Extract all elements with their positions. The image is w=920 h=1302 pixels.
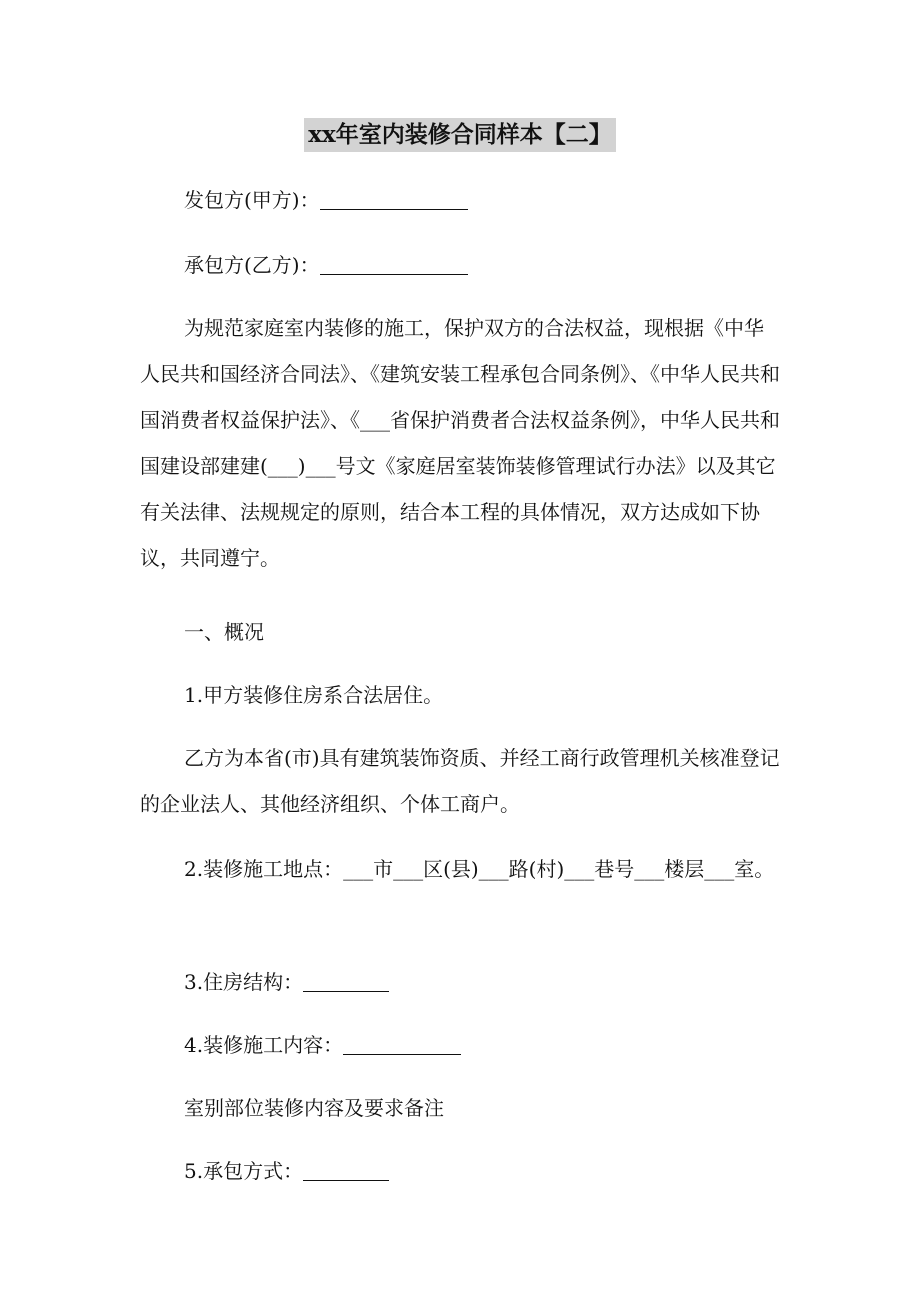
item-3-label: 3.住房结构：	[184, 970, 304, 994]
party-b-label: 承包方(乙方)：	[184, 253, 320, 277]
item-4-blank	[343, 1033, 461, 1055]
table-header-line: 室别部位装修内容及要求备注	[184, 1096, 444, 1120]
preamble-paragraph: 为规范家庭室内装修的施工，保护双方的合法权益，现根据《中华人民共和国经济合同法》、《建筑安装工程承包合同条例》、《中华人民共和国消费者权益保护法》、《___省保护消费者合法权益条例》，中华人民共和国建设部建建(___)___号文《家庭居室装饰装修管理试行办法》以及其它有关法律、法规规定的原则，结合本工程的具体情况，双方达成如下协议，共同遵宁。	[140, 316, 780, 570]
party-b-line	[140, 242, 782, 288]
party-b-blank	[320, 253, 468, 275]
item-4-line	[140, 1022, 782, 1068]
item-4-label: 4.装修施工内容：	[184, 1033, 344, 1057]
item-5-blank	[303, 1159, 389, 1181]
document-title: xx年室内装修合同样本【二】	[304, 118, 615, 152]
item-1-b: 乙方为本省(市)具有建筑装饰资质、并经工商行政管理机关核准登记的企业法人、其他经济组织、个体工商户。	[140, 746, 780, 816]
item-3-blank	[303, 970, 389, 992]
item-2: 2.装修施工地点：___市___区(县)___路(村)___巷号___楼层___室。	[184, 857, 775, 881]
item-1: 1.甲方装修住房系合法居住。	[184, 683, 444, 707]
item-3-line	[140, 959, 782, 1005]
party-a-blank	[320, 188, 468, 210]
party-a-label: 发包方(甲方)：	[184, 188, 320, 212]
title-container	[0, 118, 920, 152]
section-1-heading: 一、概况	[184, 620, 264, 644]
party-a-line	[140, 177, 782, 223]
item-5-line	[140, 1148, 782, 1194]
item-5-label: 5.承包方式：	[184, 1159, 304, 1183]
